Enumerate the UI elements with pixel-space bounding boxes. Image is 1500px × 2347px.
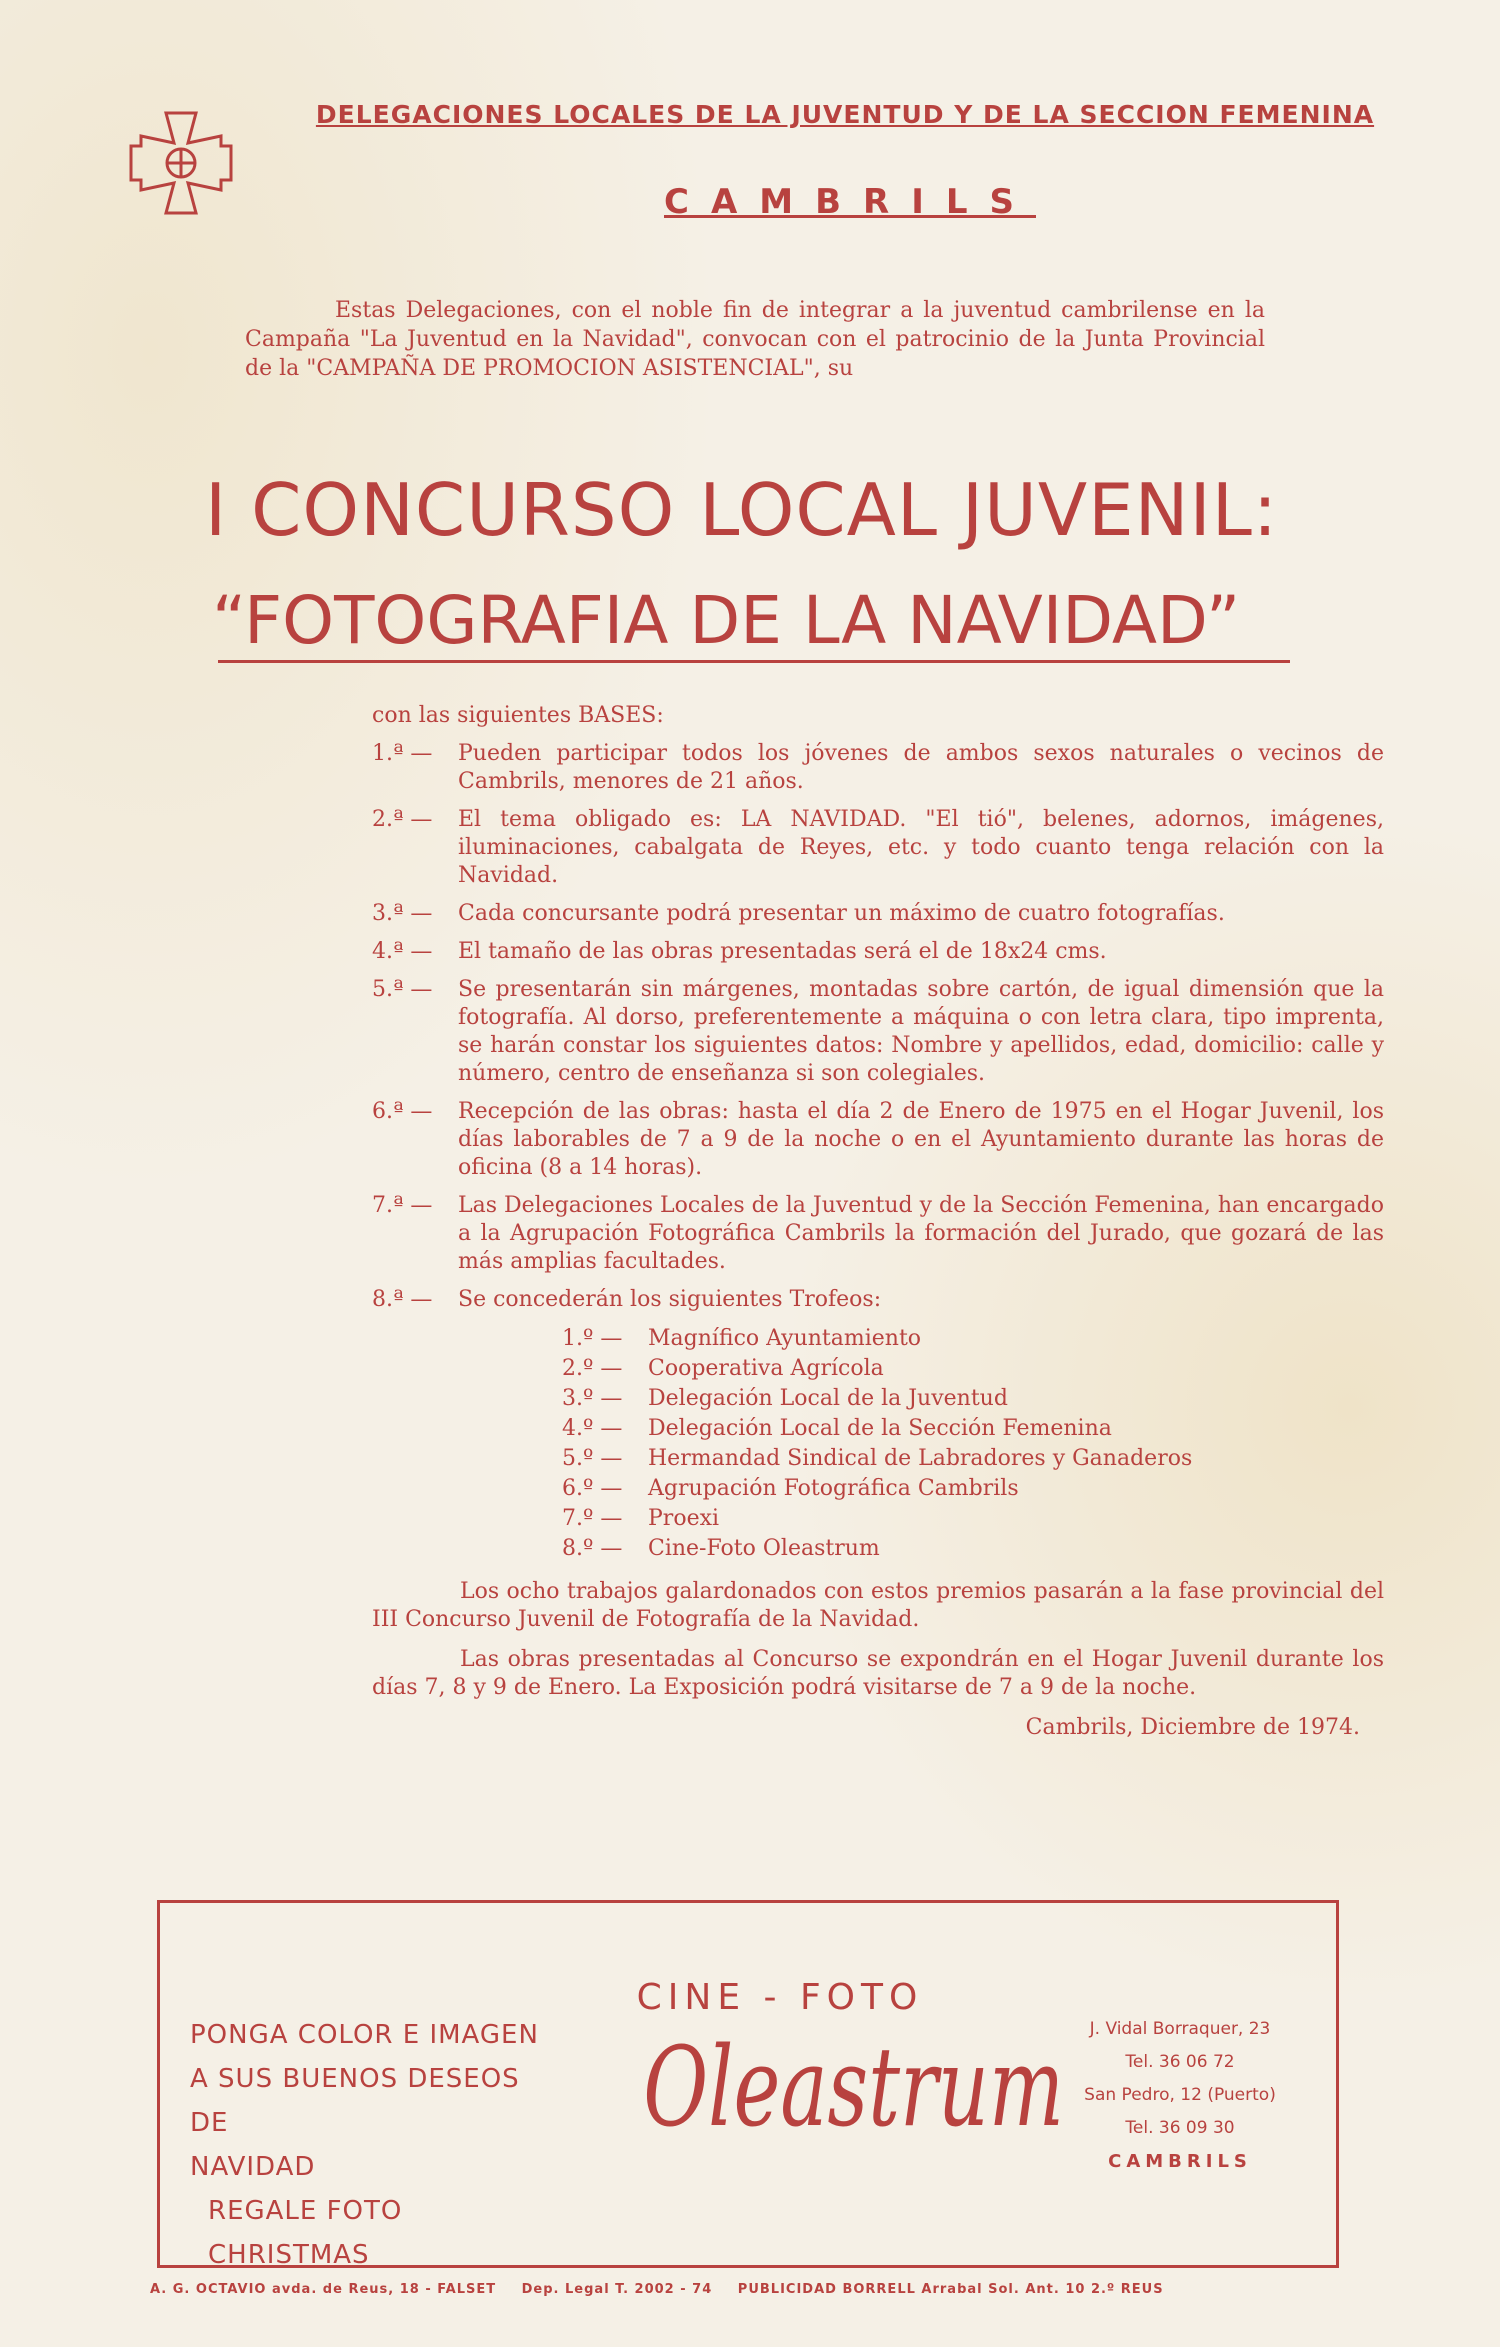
trophy-name: Agrupación Fotográfica Cambrils <box>648 1476 1019 1501</box>
base-item <box>372 806 1384 890</box>
ad-contact <box>1040 2013 1320 2178</box>
trophy-number: 3.º — <box>562 1386 623 1411</box>
title-underline <box>218 660 1290 663</box>
trophy-number: 5.º — <box>562 1446 623 1471</box>
ad-address-2: San Pedro, 12 (Puerto) <box>1084 2085 1276 2105</box>
base-item <box>372 1192 1384 1276</box>
printer-footer <box>150 2282 1350 2297</box>
bases-intro: con las siguientes BASES: <box>372 703 664 728</box>
base-text: Cada concursante podrá presentar un máximo de cuatro fotografías. <box>458 901 1225 926</box>
ad-slogan-line: A SUS BUENOS DESEOS DE <box>190 2064 520 2138</box>
base-number: 1.ª — <box>372 741 433 766</box>
cross-emblem-icon <box>126 108 236 218</box>
town-heading: CAMBRILS <box>664 182 1036 222</box>
trophy-item <box>562 1354 1384 1384</box>
trophy-list <box>562 1324 1384 1564</box>
base-item <box>372 976 1384 1088</box>
ad-business-label: CINE - FOTO <box>636 1977 924 2018</box>
base-item <box>372 938 1384 966</box>
trophy-item <box>562 1504 1384 1534</box>
trophy-item <box>562 1414 1384 1444</box>
trophy-item <box>562 1444 1384 1474</box>
trophy-name: Magnífico Ayuntamiento <box>648 1326 922 1351</box>
base-number: 3.ª — <box>372 901 433 926</box>
advertisement-box <box>157 1900 1339 2268</box>
ad-slogan-line: NAVIDAD <box>190 2152 316 2182</box>
base-number: 6.ª — <box>372 1099 433 1124</box>
base-text: Recepción de las obras: hasta el día 2 de Enero de 1975 en el Hogar Juvenil, los días laborables de 7 a 9 de la noche o en el Ayuntamiento durante las horas de oficina (8 a 14 horas). <box>458 1099 1384 1180</box>
base-number: 5.ª — <box>372 977 433 1002</box>
trophy-item <box>562 1534 1384 1564</box>
contest-title-line1: I CONCURSO LOCAL JUVENIL: <box>205 468 1279 552</box>
ad-phone-2: Tel. 36 09 30 <box>1125 2118 1235 2138</box>
ad-slogan-line: PONGA COLOR E IMAGEN <box>190 2020 539 2050</box>
base-item <box>372 1098 1384 1182</box>
ad-address-1: J. Vidal Borraquer, 23 <box>1089 2019 1271 2039</box>
base-number: 7.ª — <box>372 1193 433 1218</box>
trophy-item <box>562 1384 1384 1414</box>
base-number: 4.ª — <box>372 939 433 964</box>
trophy-name: Cooperativa Agrícola <box>648 1356 884 1381</box>
base-text: El tamaño de las obras presentadas será el de 18x24 cms. <box>458 939 1107 964</box>
base-text: Pueden participar todos los jóvenes de ambos sexos naturales o vecinos de Cambrils, menores de 21 años. <box>458 741 1384 794</box>
ad-brand-name: Oleastrum <box>643 2023 1064 2151</box>
trophy-number: 8.º — <box>562 1536 623 1561</box>
base-item <box>372 900 1384 928</box>
trophy-name: Delegación Local de la Juventud <box>648 1386 1008 1411</box>
trophy-number: 7.º — <box>562 1506 623 1531</box>
footer-publisher: PUBLICIDAD BORRELL Arrabal Sol. Ant. 10 2.º REUS <box>737 2282 1164 2297</box>
trophy-item <box>562 1474 1384 1504</box>
trophy-name: Cine-Foto Oleastrum <box>648 1536 880 1561</box>
base-number: 8.ª — <box>372 1287 433 1312</box>
base-text: Las Delegaciones Locales de la Juventud y de la Sección Femenina, han encargado a la Agrupación Fotográfica Cambrils la formación del Jurado, que gozará de las más amplias facultades. <box>458 1193 1384 1274</box>
ad-phone-1: Tel. 36 06 72 <box>1125 2052 1235 2072</box>
trophy-number: 1.º — <box>562 1326 623 1351</box>
trophy-name: Delegación Local de la Sección Femenina <box>648 1416 1112 1441</box>
intro-paragraph: Estas Delegaciones, con el noble fin de integrar a la juventud cambrilense en la Campaña "La Juventud en la Navidad", convocan con el patrocinio de la Junta Provincial de la "CAMPAÑA DE PROMOCION ASISTENCIAL", su <box>245 298 1265 381</box>
ad-town: CAMBRILS <box>1108 2151 1252 2172</box>
organization-heading: DELEGACIONES LOCALES DE LA JUVENTUD Y DE LA SECCION FEMENINA <box>315 100 1375 129</box>
base-text: Se presentarán sin márgenes, montadas sobre cartón, de igual dimensión que la fotografía. Al dorso, preferentemente a máquina o con letra clara, tipo imprenta, se harán constar los siguientes datos: Nombre y apellidos, edad, domicilio: calle y número, centro de enseñanza si son colegiales. <box>458 977 1384 1086</box>
contest-title-line2: “FOTOGRAFIA DE LA NAVIDAD” <box>212 582 1241 659</box>
ad-slogan <box>190 2013 550 2277</box>
trophy-number: 2.º — <box>562 1356 623 1381</box>
ad-slogan-line: REGALE FOTO CHRISTMAS <box>208 2196 403 2270</box>
closing-paragraph-awards: Los ocho trabajos galardonados con estos premios pasarán a la fase provincial del III Concurso Juvenil de Fotografía de la Navidad. <box>372 1579 1384 1632</box>
trophy-number: 6.º — <box>562 1476 623 1501</box>
trophy-item <box>562 1324 1384 1354</box>
bases-list <box>372 740 1384 1742</box>
signature-date: Cambrils, Diciembre de 1974. <box>1025 1715 1360 1740</box>
base-item <box>372 1286 1384 1314</box>
base-item <box>372 740 1384 796</box>
trophy-name: Proexi <box>648 1506 720 1531</box>
footer-printer: A. G. OCTAVIO avda. de Reus, 18 - FALSET <box>150 2282 497 2297</box>
closing-paragraph-exhibition: Las obras presentadas al Concurso se expondrán en el Hogar Juvenil durante los días 7, 8 y 9 de Enero. La Exposición podrá visitarse de 7 a 9 de la noche. <box>372 1647 1384 1700</box>
trophy-name: Hermandad Sindical de Labradores y Ganaderos <box>648 1446 1193 1471</box>
base-text: Se concederán los siguientes Trofeos: <box>458 1287 882 1312</box>
base-number: 2.ª — <box>372 807 433 832</box>
trophy-number: 4.º — <box>562 1416 623 1441</box>
base-text: El tema obligado es: LA NAVIDAD. "El tió", belenes, adornos, imágenes, iluminaciones, cabalgata de Reyes, etc. y todo cuanto tenga relación con la Navidad. <box>458 807 1384 888</box>
footer-legal-deposit: Dep. Legal T. 2002 - 74 <box>521 2282 713 2297</box>
